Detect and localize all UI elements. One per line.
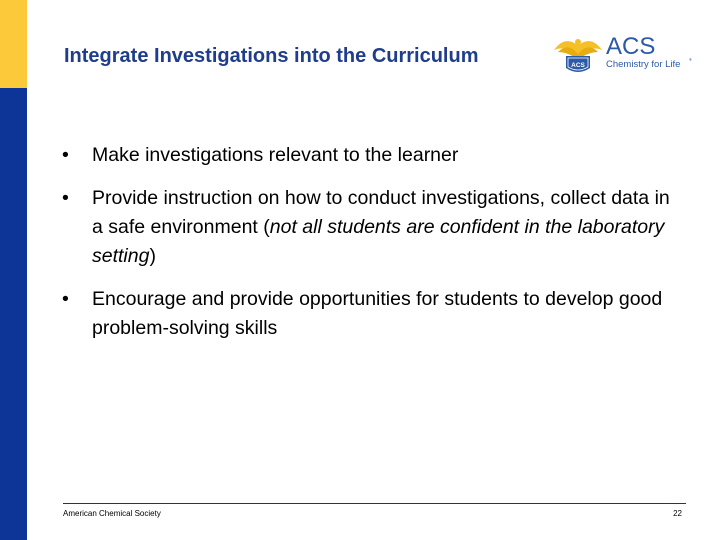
bullet-item: [62, 285, 682, 343]
footer-organization: American Chemical Society: [63, 509, 161, 518]
bullet-text: Make investigations relevant to the learner: [92, 144, 459, 166]
bullet-marker: •: [62, 144, 69, 166]
bullet-text: [92, 187, 670, 267]
bullet-text-after: ): [149, 245, 156, 267]
sidebar-accent-blue: [0, 88, 27, 540]
bullet-item: [62, 141, 682, 170]
page-number: 22: [673, 509, 682, 518]
sidebar-accent-yellow: [0, 0, 27, 88]
bullet-text: Encourage and provide opportunities for students to develop good problem-solving skills: [92, 288, 663, 339]
slide-title: Integrate Investigations into the Curriculum: [64, 45, 479, 67]
seal-letters: ACS: [571, 62, 585, 69]
bullet-text-before: Provide instruction on how to conduct investigations, collect data in a safe environment (: [92, 187, 670, 238]
trademark-mark: ®: [689, 57, 692, 62]
bullet-marker: •: [62, 288, 69, 310]
footer-divider: [63, 503, 686, 504]
logo-tagline: Chemistry for Life: [606, 59, 681, 70]
bullet-marker: •: [62, 187, 69, 209]
acs-logo: [552, 30, 692, 78]
logo-acs-text: ACS: [606, 33, 656, 60]
bullet-item: [62, 184, 682, 271]
bullet-text-italic: not all students are confident in the laboratory setting: [92, 216, 665, 267]
eagle-seal-icon: [554, 39, 602, 72]
bullet-list: [62, 141, 682, 357]
